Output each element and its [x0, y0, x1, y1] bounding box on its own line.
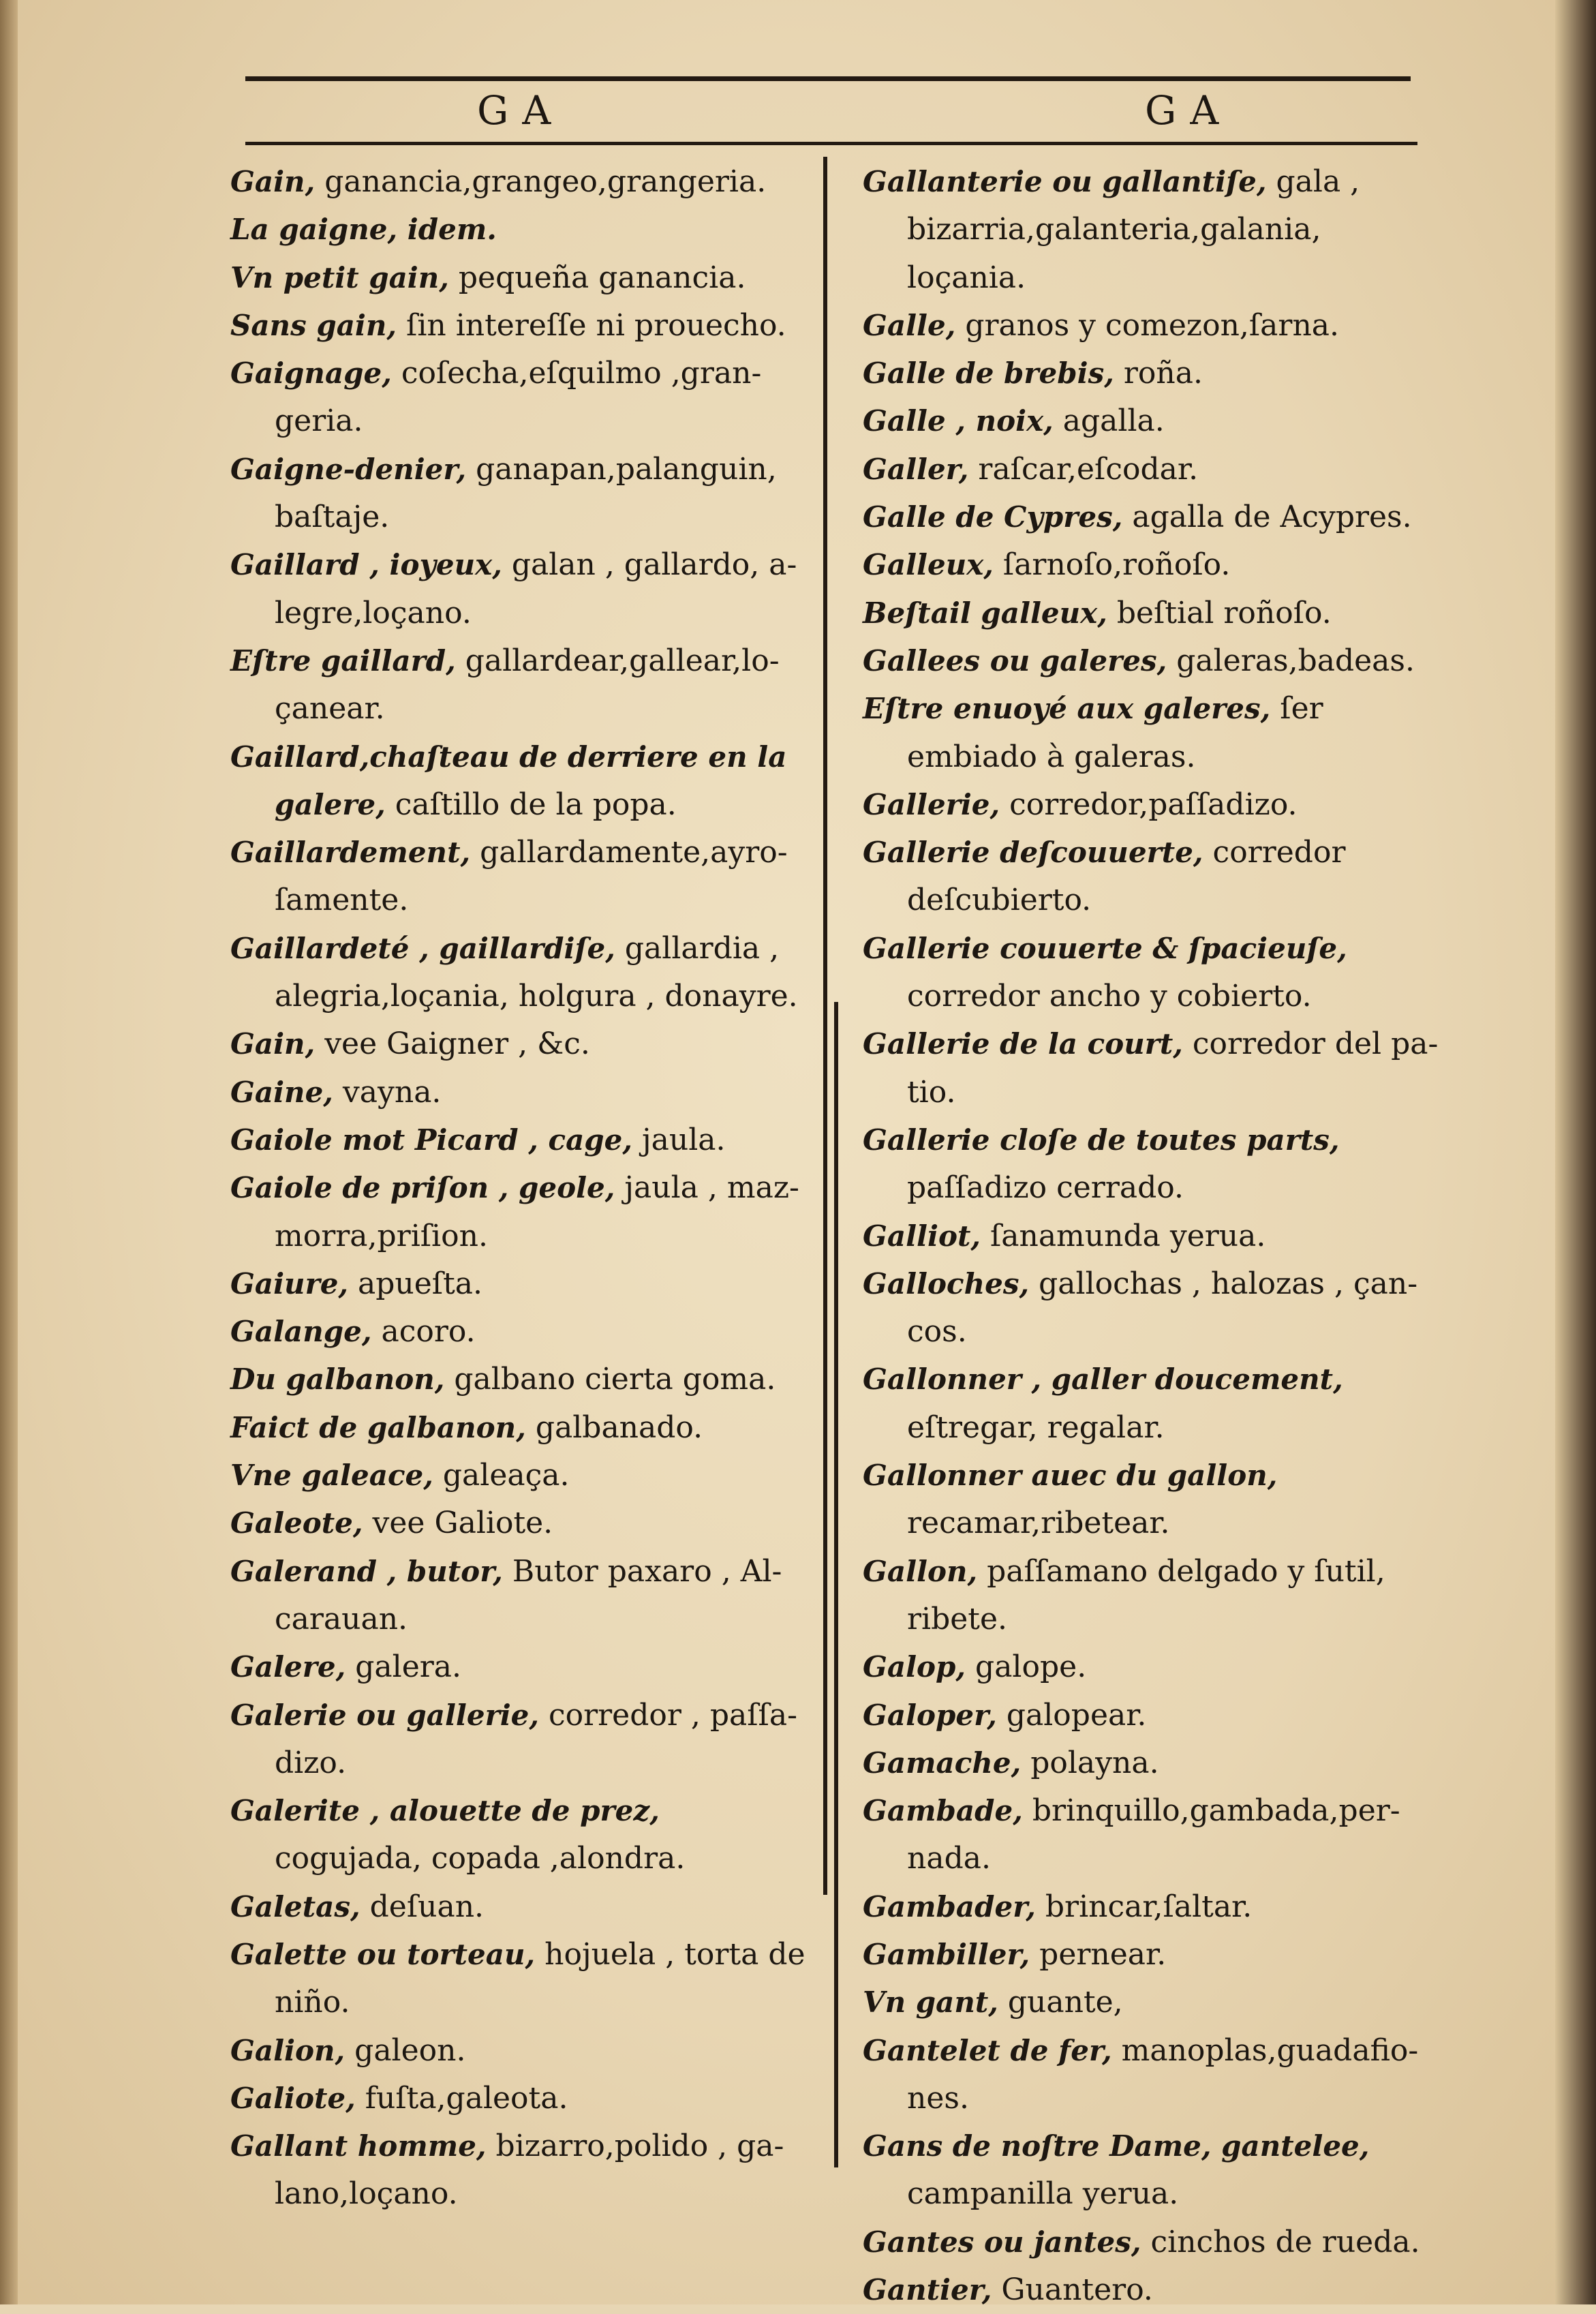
dictionary-entry — [230, 2122, 810, 2219]
entry-headword: Gallerie couuerte & ſpacieuſe, — [863, 931, 1347, 965]
entry-definition: ſanamunda yerua. — [980, 1218, 1266, 1253]
entry-headword: Gaignage, — [230, 356, 392, 391]
entry-headword: Gaillardeté , gaillardiſe, — [230, 931, 615, 965]
entry-headword: Gaiole mot Picard , cage, — [230, 1123, 633, 1157]
entry-headword: Gallonner , galler doucement, — [863, 1362, 1343, 1397]
dictionary-entry — [863, 637, 1442, 685]
dictionary-entry — [230, 1404, 810, 1452]
dictionary-entry — [863, 685, 1442, 781]
dictionary-entry — [230, 829, 810, 925]
entry-definition: apueſta. — [348, 1266, 482, 1301]
dictionary-entry — [863, 158, 1442, 302]
left-column — [230, 158, 810, 2219]
dictionary-entry — [230, 1164, 810, 1260]
dictionary-entry — [863, 1548, 1442, 1644]
dictionary-entry — [863, 1116, 1442, 1213]
entry-definition: corredor deſcubierto. — [907, 835, 1346, 918]
entry-definition: galera. — [346, 1649, 461, 1685]
dictionary-entry — [230, 1069, 810, 1116]
column-divider-lower — [834, 1002, 838, 2167]
entry-headword: Gallant homme, — [230, 2129, 487, 2163]
entry-headword: Faict de galbanon, — [230, 1410, 526, 1444]
entry-definition: acoro. — [371, 1314, 476, 1350]
entry-headword: Gantier, — [863, 2273, 992, 2307]
entry-headword: Vne galeace, — [230, 1459, 433, 1493]
dictionary-entry — [863, 1883, 1442, 1931]
entry-definition: campanilla yerua. — [907, 2176, 1179, 2212]
dictionary-entry — [863, 1692, 1442, 1739]
dictionary-entry — [230, 1116, 810, 1164]
dictionary-entry — [230, 733, 810, 829]
dictionary-entry — [230, 1260, 810, 1308]
dictionary-entry — [863, 493, 1442, 541]
entry-headword: Galerand , butor, — [230, 1554, 503, 1588]
entry-headword: Galle de Cypres, — [863, 500, 1123, 534]
entry-definition: jaula , mazmorra,priſion. — [275, 1170, 799, 1253]
dictionary-entry — [230, 1020, 810, 1068]
entry-headword: Gantelet de fer, — [863, 2033, 1112, 2067]
entry-headword: La gaigne, idem. — [230, 213, 497, 247]
dictionary-entry — [863, 2266, 1442, 2314]
dictionary-entry — [230, 541, 810, 637]
entry-definition: paſſadizo cerrado. — [907, 1170, 1184, 1206]
entry-definition: beſtial roñoſo. — [1107, 595, 1332, 630]
dictionary-entry — [863, 350, 1442, 397]
entry-headword: Galoper, — [863, 1698, 997, 1732]
entry-definition: roña. — [1114, 356, 1203, 391]
dictionary-entry — [230, 1308, 810, 1356]
entry-definition: galbano cierta goma. — [444, 1362, 776, 1397]
entry-headword: Gambade, — [863, 1794, 1023, 1828]
entry-headword: Galop, — [863, 1650, 966, 1684]
entry-definition: ſarnoſo,roñoſo. — [993, 547, 1231, 583]
dictionary-entry — [230, 637, 810, 733]
page-shadow-right — [1555, 0, 1596, 2304]
dictionary-entry — [863, 541, 1442, 589]
dictionary-entry — [863, 1739, 1442, 1787]
entry-headword: Gaigne-denier, — [230, 452, 467, 486]
entry-definition: vayna. — [333, 1074, 442, 1110]
entry-definition: hojuela , torta de niño. — [275, 1936, 805, 2020]
entry-headword: Galetas, — [230, 1889, 360, 1923]
entry-headword: Gaillardement, — [230, 836, 471, 870]
dictionary-entry — [230, 925, 810, 1021]
top-rule — [245, 76, 1411, 81]
dictionary-entry — [230, 2075, 810, 2122]
entry-headword: Galle , noix, — [863, 404, 1054, 438]
dictionary-entry — [230, 2027, 810, 2075]
dictionary-entry — [863, 1979, 1442, 2026]
entry-headword: Gans de noſtre Dame, gantelee, — [863, 2129, 1370, 2163]
entry-headword: Galere, — [230, 1650, 346, 1684]
dictionary-entry — [863, 446, 1442, 493]
dictionary-entry — [230, 1643, 810, 1691]
column-divider-upper — [823, 157, 827, 1895]
dictionary-entry — [863, 1787, 1442, 1883]
entry-definition: caſtillo de la popa. — [385, 787, 677, 822]
running-head-right: GA — [1145, 87, 1233, 134]
entry-definition: deſuan. — [360, 1889, 485, 1924]
dictionary-entry — [863, 1452, 1442, 1548]
entry-headword: Gaiure, — [230, 1266, 349, 1300]
entry-definition: galan , gallardo, alegre,loçano. — [275, 547, 797, 630]
dictionary-entry — [230, 1356, 810, 1403]
entry-definition: gallochas , halozas , çancos. — [907, 1266, 1418, 1350]
dictionary-entry — [230, 254, 810, 302]
entry-headword: Galle, — [863, 308, 956, 342]
entry-definition: gala , bizarria,galanteria,galania, loçania. — [907, 164, 1360, 295]
dictionary-entry — [863, 1213, 1442, 1260]
entry-definition: corredor del patio. — [907, 1026, 1439, 1110]
entry-headword: Gain, — [230, 165, 316, 198]
entry-definition: corredor ancho y cobierto. — [907, 979, 1312, 1014]
header-rule — [245, 142, 1417, 145]
entry-definition: agalla de Acypres. — [1122, 500, 1412, 535]
dictionary-entry — [863, 2219, 1442, 2266]
entry-headword: Gallerie deſcouuerte, — [863, 836, 1203, 870]
entry-definition: cinchos de rueda. — [1141, 2224, 1420, 2259]
entry-headword: Galette ou torteau, — [230, 1937, 536, 1971]
entry-headword: Sans gain, — [230, 308, 397, 342]
entry-headword: Vn petit gain, — [230, 260, 449, 294]
entry-definition: gallardear,gallear,loçanear. — [275, 643, 780, 727]
entry-headword: Galange, — [230, 1315, 372, 1349]
entry-headword: Galle de brebis, — [863, 356, 1114, 391]
entry-definition: corredor,paſſadizo. — [1000, 787, 1298, 822]
entry-definition: galeras,badeas. — [1167, 643, 1415, 678]
dictionary-entry — [230, 1883, 810, 1931]
entry-headword: Gallon, — [863, 1554, 978, 1588]
entry-definition: bizarro,polido , galano,loçano. — [275, 2129, 784, 2212]
entry-headword: Gaine, — [230, 1075, 333, 1109]
dictionary-entry — [230, 350, 810, 446]
dictionary-entry — [863, 590, 1442, 637]
entry-headword: Gaiole de priſon , geole, — [230, 1171, 615, 1205]
entry-headword: Gamache, — [863, 1746, 1022, 1780]
entry-headword: Gallees ou galeres, — [863, 643, 1167, 678]
entry-definition: brinquillo,gambada,pernada. — [907, 1793, 1400, 1876]
dictionary-entry — [863, 829, 1442, 925]
entry-headword: Galliot, — [863, 1219, 981, 1253]
entry-headword: Gambader, — [863, 1889, 1036, 1923]
entry-definition: recamar,ribetear. — [907, 1506, 1170, 1541]
entry-headword: Galerite , alouette de prez, — [230, 1794, 660, 1828]
page-shadow-left — [0, 0, 18, 2304]
entry-definition: polayna. — [1021, 1745, 1159, 1780]
entry-headword: Gallerie, — [863, 787, 1000, 821]
dictionary-entry — [230, 446, 810, 542]
entry-definition: gallardamente,ayroſamente. — [275, 835, 788, 918]
dictionary-entry — [863, 2027, 1442, 2123]
entry-headword: Gambiller, — [863, 1937, 1030, 1971]
entry-headword: Vn gant, — [863, 1985, 998, 2020]
entry-headword: Galleux, — [863, 548, 994, 582]
entry-definition: galeon. — [345, 2033, 466, 2068]
entry-definition: agalla. — [1053, 404, 1165, 439]
dictionary-entry — [863, 1020, 1442, 1116]
entry-definition: vee Galiote. — [363, 1506, 553, 1541]
entry-headword: Galler, — [863, 452, 969, 486]
dictionary-entry — [230, 1787, 810, 1883]
entry-headword: Gallonner auec du gallon, — [863, 1459, 1278, 1493]
dictionary-entry — [863, 1260, 1442, 1356]
dictionary-entry — [230, 1548, 810, 1644]
dictionary-entry — [863, 1643, 1442, 1691]
entry-definition: galbanado. — [525, 1410, 703, 1445]
entry-definition: manoplas,guadafiones. — [907, 2033, 1419, 2116]
entry-headword: Du galbanon, — [230, 1362, 445, 1397]
entry-definition: galopear. — [996, 1697, 1147, 1733]
entry-definition: ſer embiado à galeras. — [907, 691, 1323, 774]
entry-definition: galeaça. — [433, 1458, 570, 1493]
entry-headword: Gaillard,chaſteau de derriere en la galere, — [230, 740, 787, 821]
entry-definition: gallardia , alegria,loçania, holgura , donayre. — [275, 930, 798, 1014]
entry-headword: Eſtre enuoyé aux galeres, — [863, 692, 1271, 726]
entry-headword: Gantes ou jantes, — [863, 2225, 1141, 2259]
dictionary-entry — [863, 1356, 1442, 1452]
entry-definition: vee Gaigner , &c. — [315, 1026, 590, 1062]
entry-definition: raſcar,eſcodar. — [968, 451, 1199, 487]
dictionary-entry — [863, 1931, 1442, 1979]
dictionary-entry — [230, 1931, 810, 2027]
entry-definition: eſtregar, regalar. — [907, 1410, 1165, 1445]
running-head-left: GA — [477, 87, 565, 134]
entry-definition: jaula. — [632, 1122, 726, 1157]
dictionary-entry — [230, 302, 810, 350]
entry-definition: paſſamano delgado y ſutil, ribete. — [907, 1553, 1385, 1636]
dictionary-entry — [230, 1452, 810, 1499]
dictionary-entry — [230, 1499, 810, 1547]
dictionary-entry — [863, 781, 1442, 829]
entry-headword: Eſtre gaillard, — [230, 643, 456, 678]
entry-headword: Galloches, — [863, 1266, 1030, 1300]
entry-definition: brincar,ſaltar. — [1035, 1889, 1253, 1924]
entry-definition: ſin intereſſe ni prouecho. — [397, 307, 786, 343]
entry-definition: ganancia,grangeo,grangeria. — [315, 164, 767, 199]
entry-headword: Gaillard , ioyeux, — [230, 548, 502, 582]
dictionary-entry — [230, 1692, 810, 1788]
entry-headword: Galiote, — [230, 2081, 356, 2115]
entry-headword: Galeote, — [230, 1506, 363, 1540]
dictionary-entry — [230, 206, 810, 254]
dictionary-entry — [230, 158, 810, 206]
dictionary-entry — [863, 2122, 1442, 2219]
entry-headword: Beſtail galleux, — [863, 596, 1107, 630]
entry-definition: fuſta,galeota. — [355, 2080, 568, 2116]
entry-headword: Gallerie de la court, — [863, 1027, 1183, 1061]
entry-headword: Gallerie cloſe de toutes parts, — [863, 1123, 1340, 1157]
entry-definition: coſecha,eſquilmo ,grangeria. — [275, 356, 762, 439]
entry-definition: granos y comezon,ſarna. — [955, 307, 1339, 343]
entry-definition: guante, — [998, 1985, 1123, 2020]
entry-definition: pequeña ganancia. — [448, 260, 746, 295]
right-column — [863, 158, 1442, 2314]
entry-definition: pernear. — [1030, 1936, 1167, 1972]
entry-definition: Butor paxaro , Alcarauan. — [275, 1553, 782, 1636]
dictionary-entry — [863, 925, 1442, 1021]
entry-definition: Guantero. — [992, 2272, 1153, 2308]
dictionary-entry — [863, 302, 1442, 350]
entry-definition: galope. — [966, 1649, 1087, 1685]
entry-headword: Gallanterie ou gallantiſe, — [863, 165, 1267, 198]
entry-headword: Gain, — [230, 1027, 316, 1061]
entry-definition: ganapan,palanguin, baſtaje. — [275, 451, 777, 535]
dictionary-entry — [863, 397, 1442, 445]
entry-headword: Galerie ou gallerie, — [230, 1698, 539, 1732]
entry-headword: Galion, — [230, 2033, 346, 2067]
entry-definition: cogujada, copada ,alondra. — [275, 1841, 686, 1876]
entry-definition: corredor , paſſadizo. — [275, 1697, 797, 1780]
